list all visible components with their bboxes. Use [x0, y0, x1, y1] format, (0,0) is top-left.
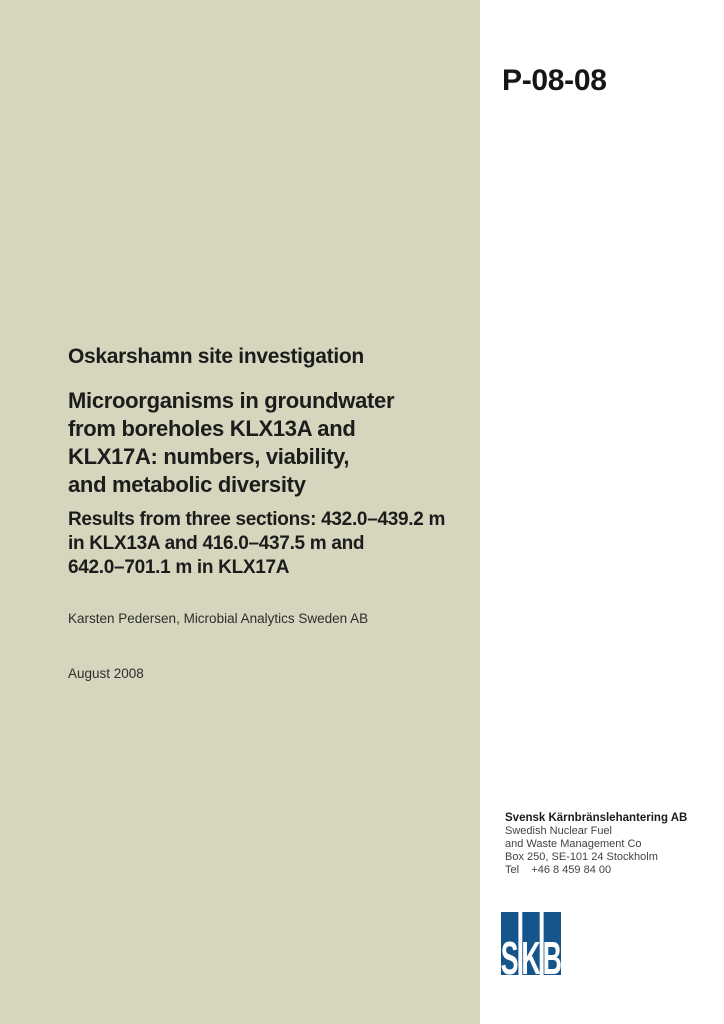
publication-date: August 2008 [68, 666, 144, 681]
title-line: Microorganisms in groundwater [68, 388, 395, 413]
series-heading: Oskarshamn site investigation [68, 345, 364, 368]
subtitle-line: Results from three sections: 432.0–439.2 m [68, 509, 446, 530]
publisher-name: Svensk Kärnbränslehantering AB [505, 812, 688, 824]
subtitle-line: 642.0–701.1 m in KLX17A [68, 557, 290, 578]
subtitle-line: in KLX13A and 416.0–437.5 m and [68, 533, 365, 554]
report-number: P-08-08 [502, 64, 607, 97]
title-line: KLX17A: numbers, viability, [68, 444, 350, 469]
skb-logo-icon [501, 912, 561, 976]
title-line: from boreholes KLX13A and [68, 416, 356, 441]
report-title [68, 387, 394, 499]
logo-letter: B [542, 932, 561, 976]
publisher-address-line: Swedish Nuclear Fuel [505, 824, 612, 837]
author-line: Karsten Pedersen, Microbial Analytics Sweden AB [68, 611, 369, 626]
logo-letter: S [501, 932, 519, 976]
logo-letter: K [521, 932, 541, 976]
report-subtitle [68, 508, 445, 580]
publisher-address-line: and Waste Management Co [505, 837, 642, 850]
publisher-phone-line: Tel +46 8 459 84 00 [505, 863, 612, 876]
publisher-address-block [505, 812, 687, 877]
title-line: and metabolic diversity [68, 472, 306, 497]
publisher-address-line: Box 250, SE-101 24 Stockholm [505, 850, 658, 863]
